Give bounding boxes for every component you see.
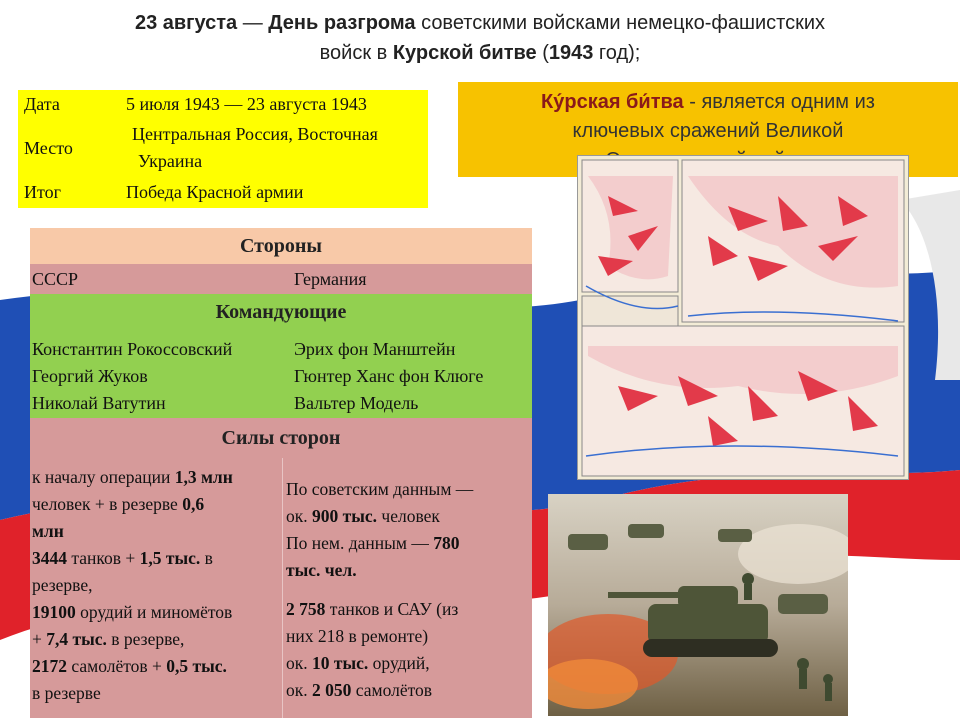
german-commander: Эрих фон Манштейн — [294, 339, 456, 359]
soviet-commander: Константин Рокоссовский — [32, 339, 233, 359]
sides-table — [30, 228, 532, 718]
info-label-result: Итог — [24, 182, 62, 202]
commanders-row — [30, 330, 532, 418]
tank-battle-painting — [548, 494, 848, 716]
side-ussr: СССР — [32, 269, 79, 289]
forces-header: Силы сторон — [30, 418, 532, 458]
side-germany: Германия — [294, 269, 367, 289]
info-label-date: Дата — [24, 94, 60, 114]
column-divider — [282, 458, 283, 718]
intro-box: Ку́рская би́тва - является одним из ключевых сражений Великой — [458, 82, 958, 177]
intro-highlight: Ку́рская би́тва — [541, 91, 684, 113]
info-value-date: 5 июля 1943 — 23 августа 1943 — [126, 94, 367, 114]
page-title: 23 августа — День разгрома советскими войсками немецко-фашистских войск в Курской битве (1943 год); — [134, 12, 826, 64]
info-value-result: Победа Красной армии — [126, 182, 304, 202]
commanders-header: Командующие — [30, 294, 532, 330]
german-commander: Гюнтер Ханс фон Клюге — [294, 366, 484, 386]
soviet-forces: к началу операции 1,3 млн человек + в резерве 0,6 млн 3444 танков + 1,5 тыс. в резерве, 19100 орудий и миномётов + 7,4 тыс. в резерве, 2172 самолётов + 0,5 тыс. в резерве — [32, 467, 233, 703]
sides-header: Стороны — [30, 228, 532, 264]
info-value-place-1: Центральная Россия, Восточная — [132, 124, 378, 144]
intro-line-2: ключевых сражений Великой — [572, 120, 844, 142]
info-table — [18, 90, 428, 208]
forces-row — [30, 458, 532, 718]
german-forces: По советским данным — ок. 900 тыс. человек По нем. данным — 780 тыс. чел. 2 758 танков и САУ (из них 218 в ремонте) ок. 10 тыс. орудий, ок. 2 050 самолётов — [286, 479, 474, 700]
info-value-place-2: Украина — [138, 151, 203, 171]
sides-row — [30, 264, 532, 294]
soviet-commander: Георгий Жуков — [32, 366, 148, 386]
soviet-commander: Николай Ватутин — [32, 393, 166, 413]
info-label-place: Место — [24, 138, 73, 158]
title-date: 23 августа — [134, 12, 238, 34]
german-commander: Вальтер Модель — [294, 393, 419, 413]
battle-map-illustration — [577, 155, 909, 480]
